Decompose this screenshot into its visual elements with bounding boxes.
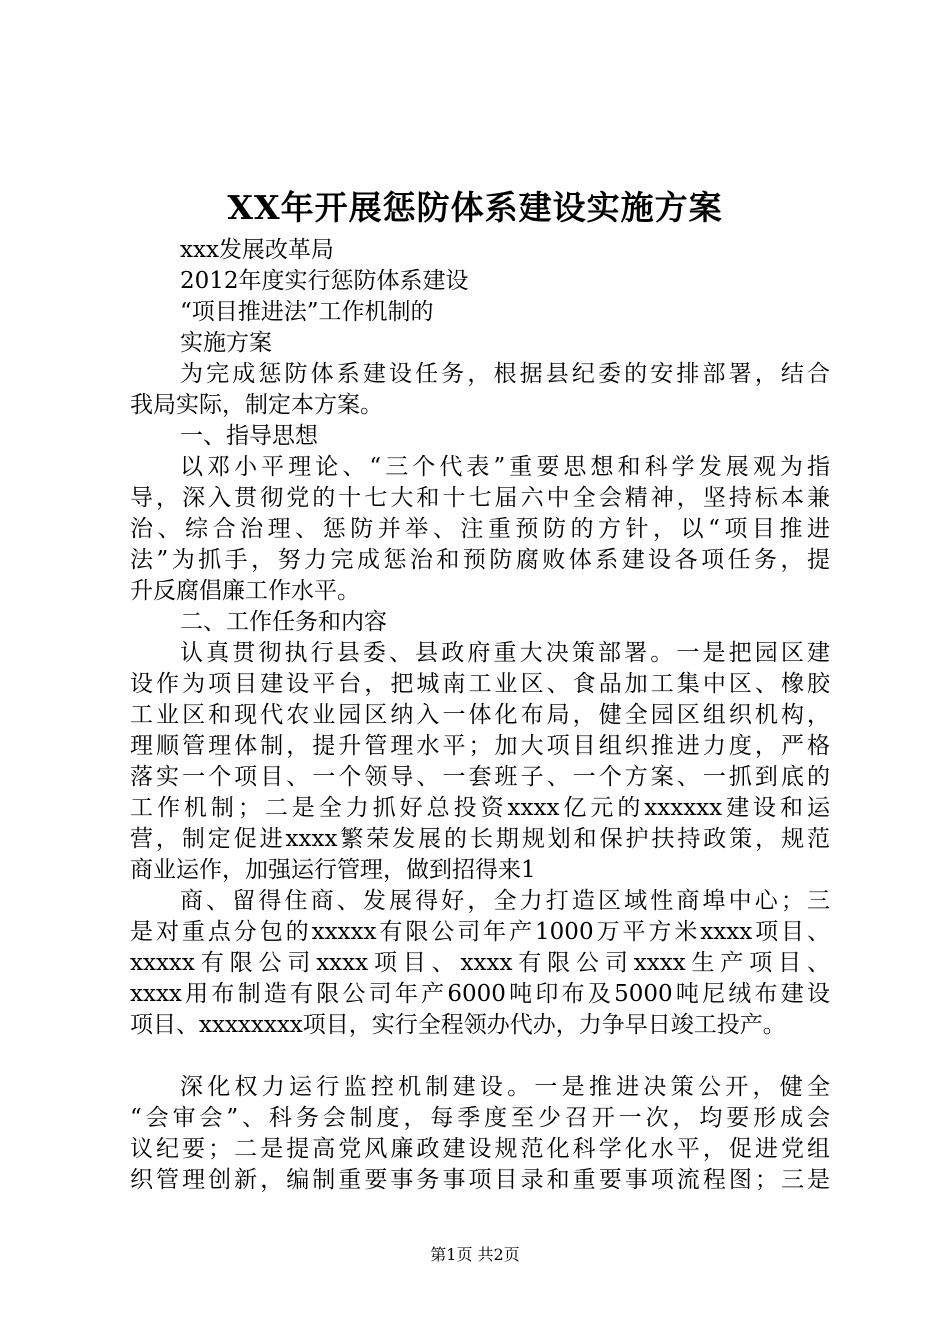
text-line: 治、综合治理、惩防并举、注重预防的方针，以“项目推进 (130, 516, 830, 542)
section-heading: 二、工作任务和内容 (180, 609, 387, 635)
text-line: 深化权力运行监控机制建设。一是推进决策公开，健全 (180, 1074, 830, 1100)
text-line: 落实一个项目、一个领导、一套班子、一个方案、一抓到底的 (130, 764, 830, 790)
text-line: 以邓小平理论、“三个代表”重要思想和科学发展观为指 (180, 454, 830, 480)
text-line: “项目推进法”工作机制的 (180, 299, 434, 325)
text-line: 是对重点分包的xxxxx有限公司年产1000万平方米xxxx项目、 (130, 919, 830, 945)
text-line: 设作为项目建设平台，把城南工业区、食品加工集中区、橡胶 (130, 671, 830, 697)
text-line: 法”为抓手，努力完成惩治和预防腐败体系建设各项任务，提 (130, 547, 830, 573)
text-line: xxx发展改革局 (180, 237, 334, 263)
text-line: xxxxx有限公司xxxx项目、xxxx有限公司xxxx生产项目、 (130, 950, 830, 976)
text-line: xxxx用布制造有限公司年产6000吨印布及5000吨尼绒布建设 (130, 981, 830, 1007)
text-line: 商业运作，加强运行管理，做到招得来1 (130, 857, 536, 883)
text-line: 织管理创新，编制重要事务事项目录和重要事项流程图；三是 (130, 1167, 830, 1193)
text-line: 商、留得住商、发展得好，全力打造区域性商埠中心；三 (180, 888, 830, 914)
document-body (130, 235, 830, 1196)
text-line: 工业区和现代农业园区纳入一体化布局，健全园区组织机构， (130, 702, 830, 728)
text-line: 理顺管理体制，提升管理水平；加大项目组织推进力度，严格 (130, 733, 830, 759)
text-line: 我局实际，制定本方案。 (130, 392, 383, 418)
document-title: XX年开展惩防体系建设实施方案 (227, 188, 723, 227)
text-line: “会审会”、科务会制度，每季度至少召开一次，均要形成会 (130, 1105, 830, 1131)
paragraph-gap (130, 1041, 830, 1072)
text-line: 项目、xxxxxxxx项目，实行全程领办代办，力争早日竣工投产。 (130, 1012, 786, 1038)
text-line: 导，深入贯彻党的十七大和十七届六中全会精神，坚持标本兼 (130, 485, 830, 511)
text-line: 认真贯彻执行县委、县政府重大决策部署。一是把园区建 (180, 640, 830, 666)
page-footer: 第1页 共2页 (430, 1245, 520, 1264)
text-line: 工作机制；二是全力抓好总投资xxxx亿元的xxxxxx建设和运 (130, 795, 830, 821)
text-line: 为完成惩防体系建设任务，根据县纪委的安排部署，结合 (180, 361, 830, 387)
text-line: 升反腐倡廉工作水平。 (130, 578, 360, 604)
text-line: 2012年度实行惩防体系建设 (180, 268, 469, 294)
text-line: 营，制定促进xxxx繁荣发展的长期规划和保护扶持政策，规范 (130, 826, 830, 852)
section-heading: 一、指导思想 (180, 423, 318, 449)
text-line: 议纪要；二是提高党风廉政建设规范化科学化水平，促进党组 (130, 1136, 830, 1162)
text-line: 实施方案 (180, 330, 272, 356)
